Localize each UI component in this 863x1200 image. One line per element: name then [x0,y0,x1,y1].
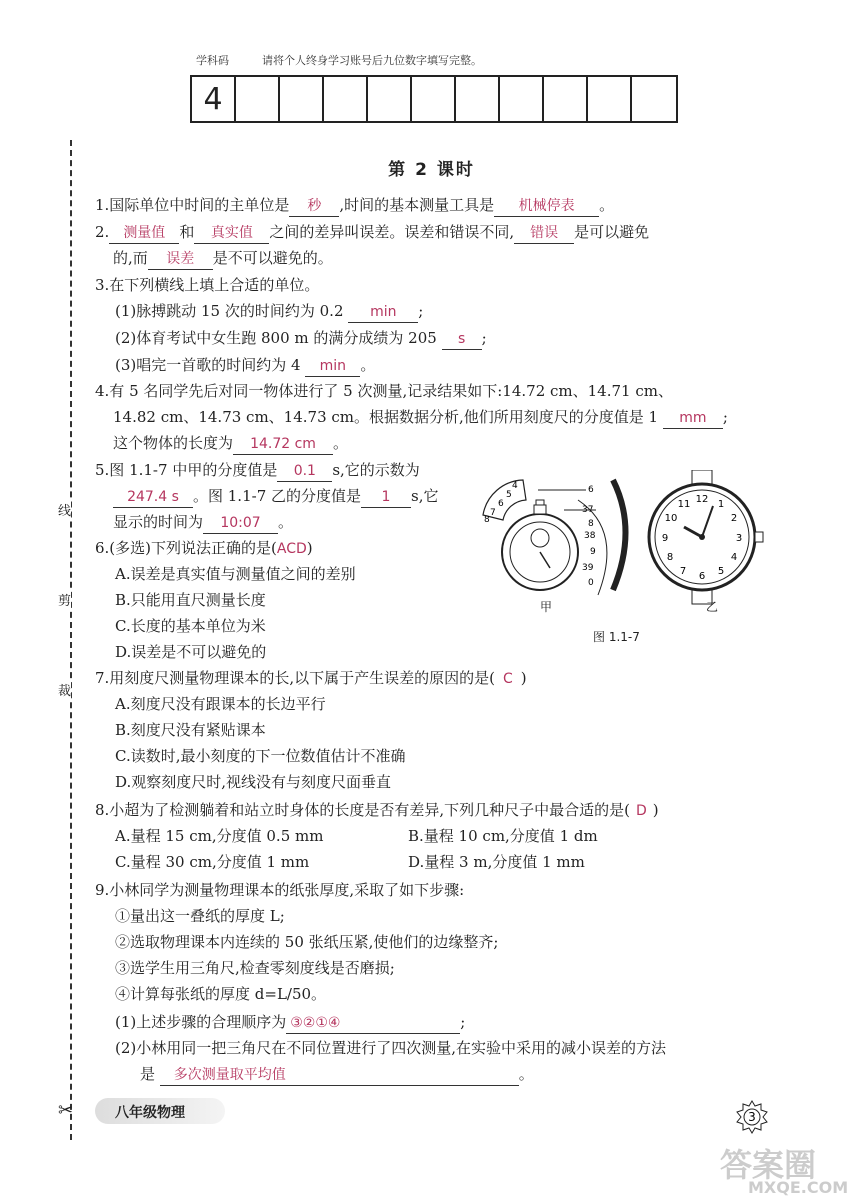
digit-cell[interactable] [324,77,368,121]
svg-text:39: 39 [582,563,594,573]
answer-blank[interactable]: 247.4 s [113,487,193,508]
question-3-sub-3: (3)唱完一首歌的时间约为 4 min 。 [115,355,375,377]
option: D.观察刻度尺时,视线没有与刻度尺面垂直 [115,773,392,791]
digit-cell[interactable] [588,77,632,121]
page-number-badge [735,1100,769,1134]
svg-text:6: 6 [588,485,594,495]
answer-blank[interactable]: 真实值 [194,223,269,244]
answer-blank[interactable]: 机械停表 [494,196,599,217]
svg-text:9: 9 [661,533,669,544]
question-2: 2. 测量值 和 真实值 之间的差异叫误差。误差和错误不同, 错误 是可以避免 [95,222,649,244]
svg-text:37: 37 [582,505,594,515]
account-number-grid [190,75,678,123]
svg-text:9: 9 [590,547,596,557]
question-9: 9.小林同学为测量物理课本的纸张厚度,采取了如下步骤: [95,881,465,899]
answer-blank[interactable]: 测量值 [109,223,179,244]
option: C.量程 30 cm,分度值 1 mm [115,853,310,871]
answer-blank[interactable]: 错误 [514,223,574,244]
subject-code-label: 学科码 [196,54,229,67]
question-3-sub-1: (1)脉搏跳动 15 次的时间约为 0.2 min ; [115,301,423,323]
step: ②选取物理课本内连续的 50 张纸压紧,使他们的边缘整齐; [115,933,499,951]
answer-blank[interactable]: 秒 [289,196,339,217]
question-5-line-2: 247.4 s 。图 1.1-7 乙的分度值是 1 s,它 [113,486,438,508]
question-9-sub-2-line-2: 是 多次测量取平均值 。 [140,1064,534,1086]
cut-line [70,140,72,1140]
stopwatch [483,480,626,595]
svg-text:4: 4 [512,481,518,491]
footer-label: 八年级物理 [115,1105,185,1121]
question-4: 4.有 5 名同学先后对同一物体进行了 5 次测量,记录结果如下:14.72 cm、14.71 cm、 [95,382,673,400]
subject-code-cell: 4 [192,77,236,121]
option: B.量程 10 cm,分度值 1 dm [408,827,598,845]
svg-text:3: 3 [735,533,743,544]
answer-blank[interactable]: 0.1 [277,461,332,482]
question-9-sub-2: (2)小林用同一把三角尺在不同位置进行了四次测量,在实验中采用的减小误差的方法 [115,1039,667,1057]
digit-cell[interactable] [280,77,324,121]
svg-text:1: 1 [717,499,725,510]
answer-blank[interactable]: min [305,356,360,377]
watermark-url: MXQE.COM [748,1178,849,1197]
wall-clock [649,470,763,604]
page-title: 第 2 课时 [388,160,475,180]
header-instruction: 请将个人终身学习账号后九位数字填写完整。 [262,54,482,67]
option: D.误差是不可以避免的 [115,643,267,661]
step: ④计算每张纸的厚度 d=L/50。 [115,985,327,1003]
digit-cell[interactable] [412,77,456,121]
cut-label-line: 线 [58,500,71,519]
question-4-line-3: 这个物体的长度为 14.72 cm 。 [113,433,348,455]
digit-cell[interactable] [632,77,676,121]
digit-cell[interactable] [368,77,412,121]
figure-stopwatch-and-clock [478,470,788,605]
svg-text:8: 8 [588,519,594,529]
figure-label-left: 甲 [540,600,553,614]
question-9-sub-1: (1)上述步骤的合理顺序为 ③②①④ ; [115,1012,465,1034]
svg-text:8: 8 [484,515,490,525]
option: C.读数时,最小刻度的下一位数值估计不准确 [115,747,406,765]
svg-text:11: 11 [677,499,691,510]
digit-cell[interactable] [544,77,588,121]
scissors-icon: ✂ [58,1100,74,1121]
question-6: 6.(多选)下列说法正确的是(ACD) [95,539,313,557]
option: A.误差是真实值与测量值之间的差别 [115,565,356,583]
answer-blank[interactable]: min [348,302,418,323]
svg-text:5: 5 [506,490,512,500]
question-5-line-3: 显示的时间为 10:07 。 [113,512,293,534]
svg-text:38: 38 [584,531,596,541]
answer-blank[interactable]: s [442,329,482,350]
question-3-sub-2: (2)体育考试中女生跑 800 m 的满分成绩为 205 s ; [115,328,487,350]
answer-blank[interactable]: 多次测量取平均值 [160,1065,519,1086]
question-5: 5.图 1.1-7 中甲的分度值是 0.1 s,它的示数为 [95,460,420,482]
answer-blank[interactable]: 10:07 [203,513,278,534]
question-2-line-2: 的,而 误差 是不可以避免的。 [113,248,333,270]
svg-text:2: 2 [730,513,738,524]
answer-blank[interactable]: 14.72 cm [233,434,333,455]
svg-text:8: 8 [666,552,674,563]
footer-badge [95,1098,225,1124]
digit-cell[interactable] [456,77,500,121]
answer-blank[interactable]: 误差 [148,249,213,270]
answer-blank[interactable]: mm [663,408,723,429]
page-number: 3 [748,1110,756,1124]
cut-label-trim: 裁 [58,680,71,699]
option: D.量程 3 m,分度值 1 mm [408,853,585,871]
watermark-logo: 答案圈 [720,1146,817,1184]
option: A.量程 15 cm,分度值 0.5 mm [115,827,324,845]
svg-text:4: 4 [730,552,738,563]
choice-answer[interactable]: C [502,671,513,687]
answer-blank[interactable]: ③②①④ [286,1013,460,1034]
question-3: 3.在下列横线上填上合适的单位。 [95,276,320,294]
choice-answer[interactable]: ACD [276,541,307,557]
svg-text:5: 5 [717,566,725,577]
option: B.刻度尺没有紧贴课本 [115,721,266,739]
option: A.刻度尺没有跟课本的长边平行 [115,695,326,713]
svg-text:7: 7 [490,508,496,518]
option: B.只能用直尺测量长度 [115,591,266,609]
option: C.长度的基本单位为米 [115,617,266,635]
cut-label-cut: 剪 [58,590,71,609]
question-1: 1.国际单位中时间的主单位是 秒 ,时间的基本测量工具是 机械停表 。 [95,195,614,217]
svg-text:0: 0 [588,578,594,588]
svg-text:6: 6 [498,499,504,509]
step: ①量出这一叠纸的厚度 L; [115,907,285,925]
figure-label-right: 乙 [706,600,719,614]
digit-cell[interactable] [500,77,544,121]
choice-answer[interactable]: D [635,803,647,819]
svg-text:7: 7 [679,566,687,577]
question-4-line-2: 14.82 cm、14.73 cm、14.73 cm。根据数据分析,他们所用刻度尺的分度值是 1 mm ; [113,407,728,429]
grid-gap [236,77,280,121]
svg-text:6: 6 [698,571,706,582]
svg-text:12: 12 [695,494,709,505]
svg-text:10: 10 [664,513,678,524]
question-7: 7.用刻度尺测量物理课本的长,以下属于产生误差的原因的是( C ) [95,669,527,687]
step: ③选学生用三角尺,检查零刻度线是否磨损; [115,959,395,977]
answer-blank[interactable]: 1 [361,487,411,508]
question-8: 8.小超为了检测躺着和站立时身体的长度是否有差异,下列几种尺子中最合适的是( D ) [95,801,659,819]
figure-caption: 图 1.1-7 [593,630,640,644]
